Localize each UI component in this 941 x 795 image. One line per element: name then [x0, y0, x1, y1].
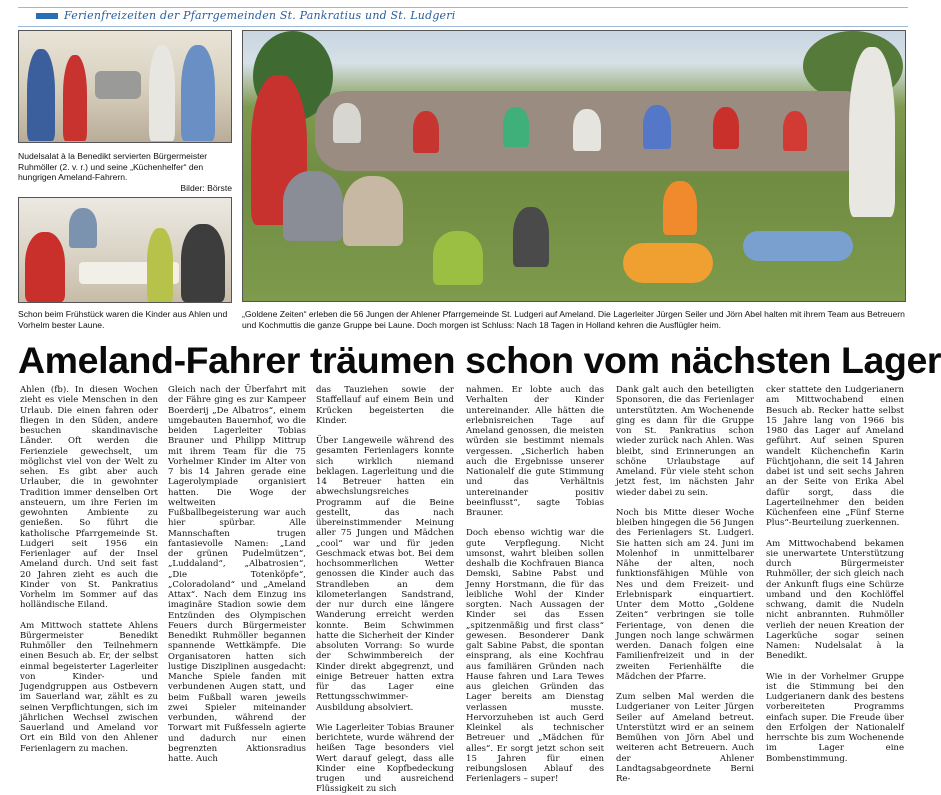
caption-text: Nudelsalat à la Benedikt servierten Bürgermeister Ruhmöller (2. v. r.) und seine „Küchenhelfer“ den hungrigen Ameland-Fahrern.	[18, 151, 208, 182]
photo-cooking	[18, 30, 232, 143]
caption-photo-breakfast: Schon beim Frühstück waren die Kinder aus Ahlen und Vorhelm bester Laune.	[18, 309, 228, 330]
section-bar	[18, 7, 908, 27]
article-column-5	[616, 385, 754, 784]
paragraph: nahmen. Er lobte auch das Verhalten der Kinder untereinander. Alle hätten die erlebnisreichen Tage auf Ameland genossen, die meisten würden sie bestimmt niemals vergessen. „Sicherlich haben auch die Ergebnisse unserer Nationalelf die gute Stimmung und das Verhältnis untereinander positiv beeinflusst“, sagte Tobias Brauner.	[466, 385, 604, 518]
paragraph: Doch ebenso wichtig war die gute Verpflegung. Nicht umsonst, wahrt bleiben sollen deshalb die Kochfrauen Bianca Demski, Sabine Pabst und Jenny Horstmann, die für das leibliche Wohl der Kinder sorgten. Nach Aussagen der Kinder sei das Essen „spitzenmäßig und first class“ gewesen. Besonderer Dank galt Sabine Pabst, die spontan einsprang, als eine Kochfrau aus familiären Gründen nach Hause fahren und Lara Tewes aus gleichen Gründen das Lager bereits am Dienstag verlassen musste. Hervorzuheben ist auch Gerd Kleinkel als technischer Betreuer und „Mädchen für alles“. Er sorgt jetzt schon seit 15 Jahren für einen reibungslosen Ablauf des Ferienlagers – super!	[466, 528, 604, 785]
paragraph: Über Langeweile während des gesamten Ferienlagers konnte sich wirklich niemand beklagen. Lagerleitung und die 14 Betreuer hatten ein abwechslungsreiches Programm auf die Beine gestellt, das nach übereinstimmender Meinung aller 75 Jungen und Mädchen „cool“ war und für jeden Geschmack etwas bot. Bei dem hochsommerlichen Wetter genossen die Kinder auch das Strandleben an dem kilometerlangen Sandstrand, der nur durch eine längere Wanderung erreicht werden konnte. Beim Schwimmen hatte die Sicherheit der Kinder absoluten Vorrang: So wurde der Schwimmbereich der Kinder direkt abgegrenzt, und einige Betreuer hatten extra für das Lager eine Rettungsschwimmer-Ausbildung absolviert.	[316, 436, 454, 713]
article-column-4	[466, 385, 604, 785]
paragraph: Zum selben Mal werden die Ludgerianer von Leiter Jürgen Seiler auf Ameland betreut. Unterstützt wird er an seinem Bemühen von Jörn Abel und weiteren acht Betreuern. Auch der Ahlener Landtagsabgeordnete Berni Re-	[616, 692, 754, 784]
photo-group	[242, 30, 906, 302]
paragraph: Am Mittwoch stattete Ahlens Bürgermeister Benedikt Ruhmöller den Teilnehmern einen Besuch ab. Er, der selbst einmal begeisterter Lagerleiter von Kinder- und Jugendgruppen aus Ostbevern im Sauerland war, zählt es zu seinen Verpflichtungen, sich im jährlichen Wechsel zwischen Sauerland und Ameland vor Ort ein Bild von den Ahlener Ferienlagern zu machen.	[20, 620, 158, 754]
article-column-3	[316, 385, 454, 795]
caption-photo-group: „Goldene Zeiten“ erleben die 56 Jungen der Ahlener Pfarrgemeinde St. Ludgeri auf Ameland. Die Lagerleiter Jürgen Seiler und Jörn Abel halten mit ihrem Team aus Betreuern und Kochmuttis die ganze Gruppe bei Laune. Doch morgen ist Schluss: Nach 18 Tagen in Holland kehren die Ausflügler heim.	[242, 309, 905, 330]
paragraph: Dank galt auch den beteiligten Sponsoren, die das Ferienlager unterstützten. Am Wochenende ging es dann für die Gruppe von St. Pankratius schon wieder zurück nach Ahlen. Was bleibt, sind Erinnerungen an schöne Urlaubstage auf Ameland. Für viele steht schon jetzt fest, im nächsten Jahr wieder dabei zu sein.	[616, 385, 754, 498]
paragraph: das Tauziehen sowie der Staffellauf auf einem Bein und Krücken begeisterten die Kinder.	[316, 385, 454, 426]
paragraph: Wie Lagerleiter Tobias Brauner berichtete, wurde während der heißen Tage besonders viel Wert darauf gelegt, dass alle Kinder eine Kopfbedeckung trugen und ausreichend Flüssigkeit zu sich	[316, 722, 454, 795]
paragraph: cker stattete den Ludgerianern am Mittwochabend einen Besuch ab. Recker hatte selbst 15 Jahre lang von 1966 bis 1980 das Lager auf Ameland geführt. Auf seinen Spuren wandelt Küchenchefin Karin Füchtjohann, die seit 14 Jahren dabei ist und seit sechs Jahren an der Seite von Erika Abel dafür sorgt, dass die Lagerteilnehmer den beiden Küchenfeen eine „Fünf Sterne Plus“-Beurteilung zuerkennen.	[766, 385, 904, 529]
article-column-2	[168, 385, 306, 764]
caption-photo-cooking	[18, 151, 232, 193]
section-kicker: Ferienfreizeiten der Pfarrgemeinden St. Pankratius und St. Ludgeri	[64, 9, 456, 22]
photo-breakfast	[18, 197, 232, 303]
article-column-1	[20, 385, 158, 754]
paragraph: Am Mittwochabend bekamen sie unerwartete Unterstützung durch Bürgermeister Ruhmöller, der sich gleich nach der Ankunft flugs eine Schürze umband und den Kochlöffel schwang, damit die Nudeln nicht anbrannten. Ruhmöller verlieh der neuen Kreation der Lagerküche sogar seinen Namen: Nudelsalat à la Benedikt.	[766, 538, 904, 662]
photo-credit: Bilder: Börste	[180, 182, 232, 193]
paragraph: Noch bis Mitte dieser Woche bleiben hingegen die 56 Jungen des Ferienlagers St. Ludgeri. Sie hatten sich am 24. Juni im Molenhof in unmittelbarer Nähe der alten, noch funktionsfähigen Mühle von Nes und dem Freizeit- und Erlebnispark einquartiert. Unter dem Motto „Goldene Zeiten“ verbringen sie tolle Ferientage, von denen die Jungen noch lange schwärmen werden. Danach folgen eine Familienfreizeit und in der zweiten Ferienhälfte die Mädchen der Pfarre.	[616, 507, 754, 682]
section-marker	[36, 13, 58, 19]
article-column-6	[766, 385, 904, 764]
article-headline: Ameland-Fahrer träumen schon vom nächsten Lager	[18, 339, 941, 381]
paragraph: Wie in der Vorhelmer Gruppe ist die Stimmung bei den Ludgerianern dank des bestens vorbereiteten Programms einfach super. Die Freude über den Erfolgen der Nationalelf herrschte bis zum Wochenende im Lager eine Bombenstimmung.	[766, 671, 904, 764]
paragraph: Ahlen (fb). In diesen Wochen zieht es viele Menschen in den Urlaub. Die einen fahren oder fliegen in den Süden, andere besuchen skandinavische Länder. Oft werden die Ferienziele gewechselt, um möglichst viel von der Welt zu sehen. Es gibt aber auch Urlauber, die in gewohnter Tradition immer denselben Ort ansteuern, um ihre Ferien im gewohnten Ambiente zu genießen. So führt die katholische Pfarrgemeinde St. Ludgeri seit 1956 ein Ferienlager auf der Insel Ameland durch. Und seit fast 20 Jahren zieht es auch die Kinder von St. Pankratius Vorhelm im Sommer auf das holländische Eiland.	[20, 385, 158, 611]
paragraph: Gleich nach der Überfahrt mit der Fähre ging es zur Kampeer Boerderij „De Albatros“, einem umgebauten Bauernhof, wo die beiden Lagerleiter Tobias Brauner und Philipp Mittrup mit ihrem Team für die 75 Vorhelmer Kinder im Alter von 7 bis 14 Jahren gerade eine Lagerolympiade organisiert hatten. Die Woge der weltweiten Fußballbegeisterung war auch hier spürbar. Alle Mannschaften trugen fantasievolle Namen: „Land der grünen Pudelmützen“, „Luddaland“, „Albatrosien“, „Die Totenköpfe“, „Coloradoland“ und „Ameland Attax“. Nach dem Einzug ins imaginäre Stadion sowie dem Entzünden des Olympischen Feuers durch Bürgermeister Benedikt Ruhmöller begannen spannende Wettkämpfe. Die Organisatoren hatten sich lustige Disziplinen ausgedacht: Manche Spiele fanden mit verbundenen Augen statt, und beim Fußball waren jeweils zwei Spieler miteinander verbunden, während der Torwart mit Fußfesseln agierte und dadurch nur einen begrenzten Aktionsradius hatte. Auch	[168, 385, 306, 764]
